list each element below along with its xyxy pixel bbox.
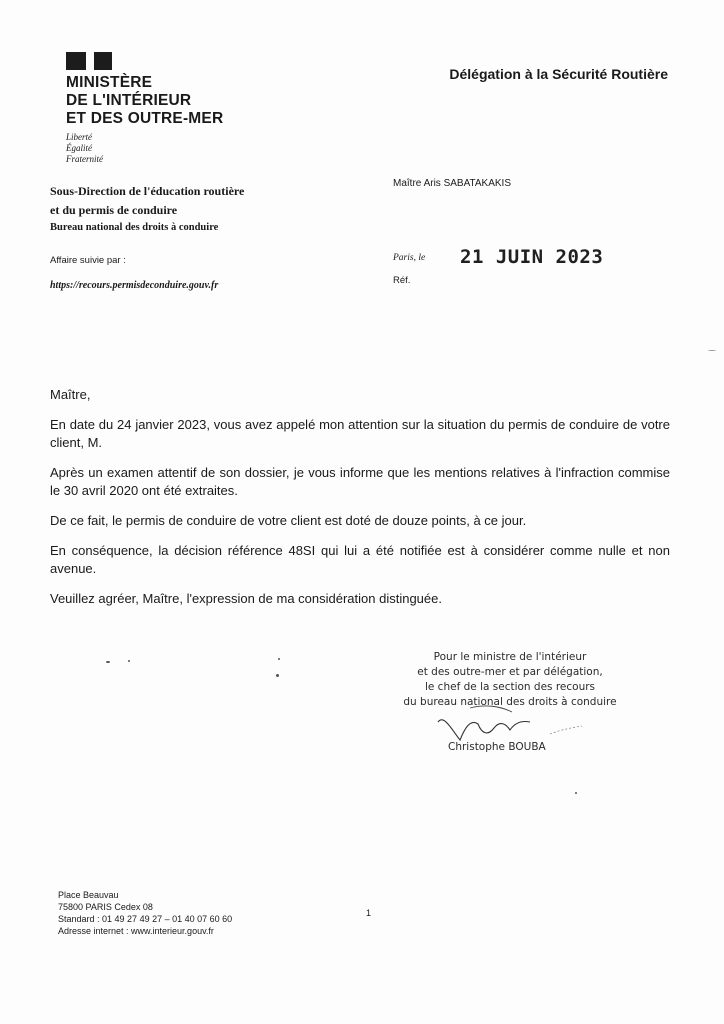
- marianne-logo-icon: [66, 52, 112, 70]
- body-paragraph: En conséquence, la décision référence 48SI qui lui a été notifiée est à considérer comme nulle et non avenue.: [50, 543, 670, 576]
- ministry-line: ET DES OUTRE-MER: [66, 110, 224, 127]
- sender-line: et du permis de conduire: [50, 203, 178, 217]
- signature-line: le chef de la section des recours: [424, 681, 596, 693]
- recipient-name: Maître Aris SABATAKAKIS: [393, 178, 511, 189]
- page-number: 1: [366, 908, 372, 918]
- appeal-url-link[interactable]: https://recours.permisdeconduire.gouv.fr: [50, 280, 219, 291]
- body-paragraph: Après un examen attentif de son dossier, je vous informe que les mentions relatives à l'infraction commise le 30 avril 2020 ont été extraites.: [50, 465, 670, 498]
- motto-line: Liberté: [66, 132, 92, 142]
- salutation: Maître,: [50, 387, 91, 402]
- ministry-logo-block: [66, 52, 223, 165]
- place-label: Paris, le: [393, 253, 426, 263]
- scan-speck: [128, 660, 130, 662]
- closing-paragraph: Veuillez agréer, Maître, l'expression de ma considération distinguée.: [50, 591, 442, 606]
- body-paragraph: En date du 24 janvier 2023, vous avez appelé mon attention sur la situation du permis de conduire de votre client, M.: [50, 417, 670, 450]
- footer-line: Place Beauvau: [58, 890, 119, 900]
- footer-line: Adresse internet : www.interieur.gouv.fr: [58, 926, 214, 936]
- reference-label: Réf.: [393, 275, 411, 286]
- ministry-name: [66, 74, 223, 128]
- ministry-line: MINISTÈRE: [66, 74, 153, 91]
- motto-line: Fraternité: [66, 154, 103, 164]
- scan-speck: [575, 792, 577, 794]
- sender-bureau: Bureau national des droits à conduire: [50, 222, 219, 233]
- date-stamp: 21 JUIN 2023: [460, 246, 604, 268]
- motto-line: Égalité: [66, 143, 92, 153]
- scan-speck: [106, 661, 110, 663]
- scan-speck: [276, 674, 279, 677]
- scan-speck: [708, 350, 716, 351]
- footer-line: Standard : 01 49 27 49 27 – 01 40 07 60 60: [58, 914, 233, 924]
- signatory-name: Christophe BOUBA: [448, 741, 546, 753]
- body-paragraph: De ce fait, le permis de conduire de votre client est doté de douze points, à ce jour.: [50, 513, 527, 528]
- footer-line: 75800 PARIS Cedex 08: [58, 902, 153, 912]
- letter-body: [50, 386, 670, 620]
- sender-line: Sous-Direction de l'éducation routière: [50, 184, 245, 198]
- signature-line: et des outre-mer et par délégation,: [417, 666, 603, 678]
- signature-line: Pour le ministre de l'intérieur: [433, 651, 587, 663]
- republic-motto: [66, 132, 223, 165]
- ministry-line: DE L'INTÉRIEUR: [66, 92, 192, 109]
- delegation-title: Délégation à la Sécurité Routière: [449, 66, 668, 82]
- affaire-label: Affaire suivie par :: [50, 255, 126, 266]
- scan-speck: [278, 658, 280, 660]
- sender-department: [50, 182, 244, 236]
- signature-line: du bureau national des droits à conduire: [403, 696, 617, 708]
- footer-address: [58, 889, 232, 937]
